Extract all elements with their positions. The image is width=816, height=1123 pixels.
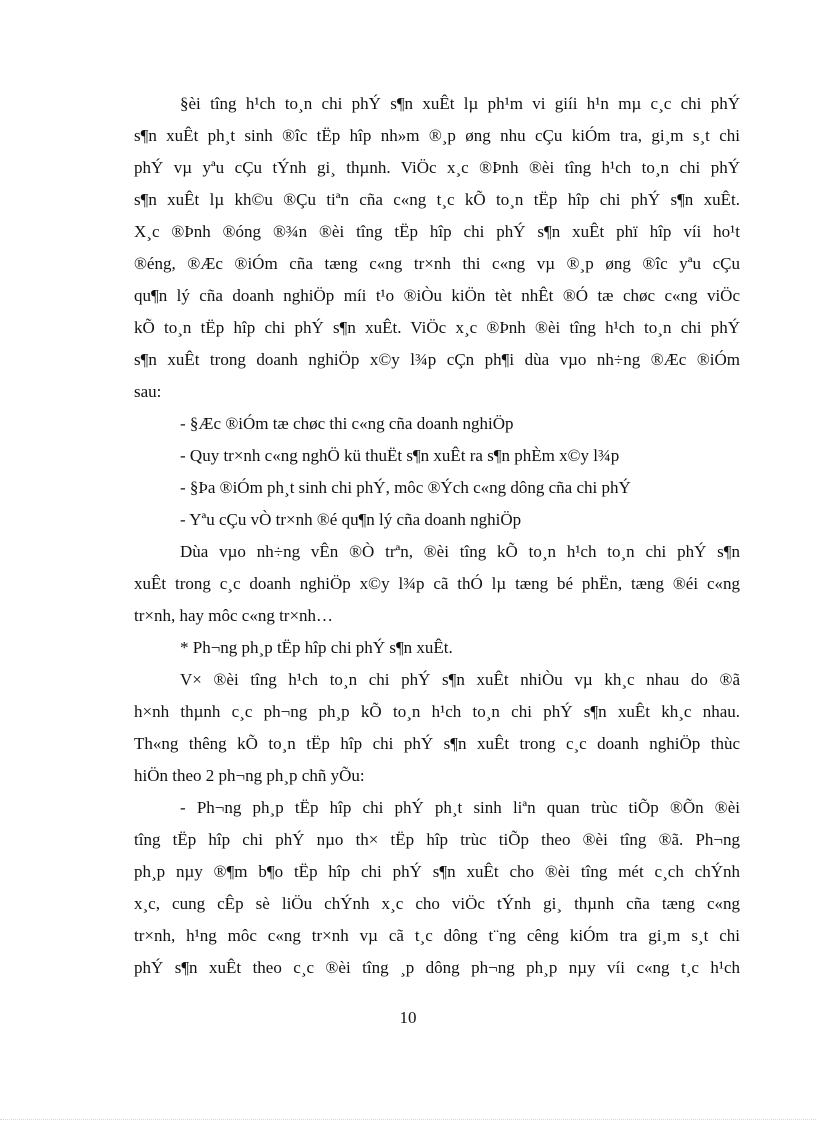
text-line: - Ph¬ng ph¸p tËp hîp chi phÝ ph¸t sinh liªn quan trùc tiÕp ®Õn ®èi bbox=[180, 798, 740, 817]
section-heading: * Ph¬ng ph¸p tËp hîp chi phÝ s¶n xuÊt. bbox=[180, 638, 453, 657]
page-bottom-divider bbox=[0, 1119, 816, 1120]
text-line: tr×nh, hay môc c«ng tr×nh… bbox=[134, 606, 334, 625]
text-line: s¶n xuÊt ph¸t sinh ®îc tËp hîp nh»m ®¸p øng nhu cÇu kiÓm tra, gi¸m s¸t chi bbox=[134, 126, 740, 145]
text-line: hiÖn theo 2 ph¬ng ph¸p chñ yÕu: bbox=[134, 766, 365, 785]
bullet-item: - §Æc ®iÓm tæ chøc thi c«ng cña doanh nghiÖp bbox=[180, 414, 514, 433]
bullet-item: - §Þa ®iÓm ph¸t sinh chi phÝ, môc ®Ých c«ng dông cña chi phÝ bbox=[180, 478, 631, 497]
bullet-item: - Yªu cÇu vÒ tr×nh ®é qu¶n lý cña doanh nghiÖp bbox=[180, 510, 522, 529]
text-line: ®éng, ®Æc ®iÓm cña tæng c«ng tr×nh thi c«ng vµ ®¸p øng ®îc yªu cÇu bbox=[134, 254, 740, 273]
text-line: §èi tîng h¹ch to¸n chi phÝ s¶n xuÊt lµ ph¹m vi giíi h¹n mµ c¸c chi phÝ bbox=[180, 94, 740, 113]
text-line: s¶n xuÊt trong doanh nghiÖp x©y l¾p cÇn ph¶i dùa vµo nh÷ng ®Æc ®iÓm bbox=[134, 350, 740, 369]
text-line: xuÊt trong c¸c doanh nghiÖp x©y l¾p cã thÓ lµ tæng bé phËn, tæng ®éi c«ng bbox=[134, 574, 740, 593]
text-line: h×nh thµnh c¸c ph¬ng ph¸p kÕ to¸n h¹ch to¸n chi phÝ s¶n xuÊt kh¸c nhau. bbox=[134, 702, 740, 721]
body-text bbox=[134, 88, 740, 984]
text-line: x¸c, cung cÊp sè liÖu chÝnh x¸c cho viÖc tÝnh gi¸ thµnh cña tæng c«ng bbox=[134, 894, 740, 913]
text-line: kÕ to¸n tËp hîp chi phÝ s¶n xuÊt. ViÖc x¸c ®Þnh ®èi tîng h¹ch to¸n chi phÝ bbox=[134, 318, 740, 337]
text-line: qu¶n lý cña doanh nghiÖp míi t¹o ®iÒu kiÖn tèt nhÊt ®Ó tæ chøc c«ng viÖc bbox=[134, 286, 740, 305]
text-line: tr×nh, h¹ng môc c«ng tr×nh vµ cã t¸c dông t¨ng cêng kiÓm tra gi¸m s¸t chi bbox=[134, 926, 740, 945]
text-line: V× ®èi tîng h¹ch to¸n chi phÝ s¶n xuÊt nhiÒu vµ kh¸c nhau do ®ã bbox=[180, 670, 740, 689]
text-line: X¸c ®Þnh ®óng ®¾n ®èi tîng tËp hîp chi phÝ s¶n xuÊt phï hîp víi ho¹t bbox=[134, 222, 740, 241]
text-line: Dùa vµo nh÷ng vÊn ®Ò trªn, ®èi tîng kÕ to¸n h¹ch to¸n chi phÝ s¶n bbox=[180, 542, 740, 561]
text-line: Th«ng thêng kÕ to¸n tËp hîp chi phÝ s¶n xuÊt trong c¸c doanh nghiÖp thùc bbox=[134, 734, 740, 753]
text-line: phÝ vµ yªu cÇu tÝnh gi¸ thµnh. ViÖc x¸c ®Þnh ®èi tîng h¹ch to¸n chi phÝ bbox=[134, 158, 740, 177]
text-line: ph¸p nµy ®¶m b¶o tËp hîp chi phÝ s¶n xuÊt cho ®èi tîng mét c¸ch chÝnh bbox=[134, 862, 740, 881]
text-line: phÝ s¶n xuÊt theo c¸c ®èi tîng ¸p dông ph¬ng ph¸p nµy víi c«ng t¸c h¹ch bbox=[134, 958, 740, 977]
page-number: 10 bbox=[399, 1008, 417, 1027]
text-line: sau: bbox=[134, 382, 162, 401]
text-line: tîng tËp hîp chi phÝ nµo th× tËp hîp trùc tiÕp theo ®èi tîng ®ã. Ph¬ng bbox=[134, 830, 740, 849]
bullet-item: - Quy tr×nh c«ng nghÖ kü thuËt s¶n xuÊt ra s¶n phÈm x©y l¾p bbox=[180, 446, 620, 465]
text-line: s¶n xuÊt lµ kh©u ®Çu tiªn cña c«ng t¸c kÕ to¸n tËp hîp chi phÝ s¶n xuÊt. bbox=[134, 190, 740, 209]
